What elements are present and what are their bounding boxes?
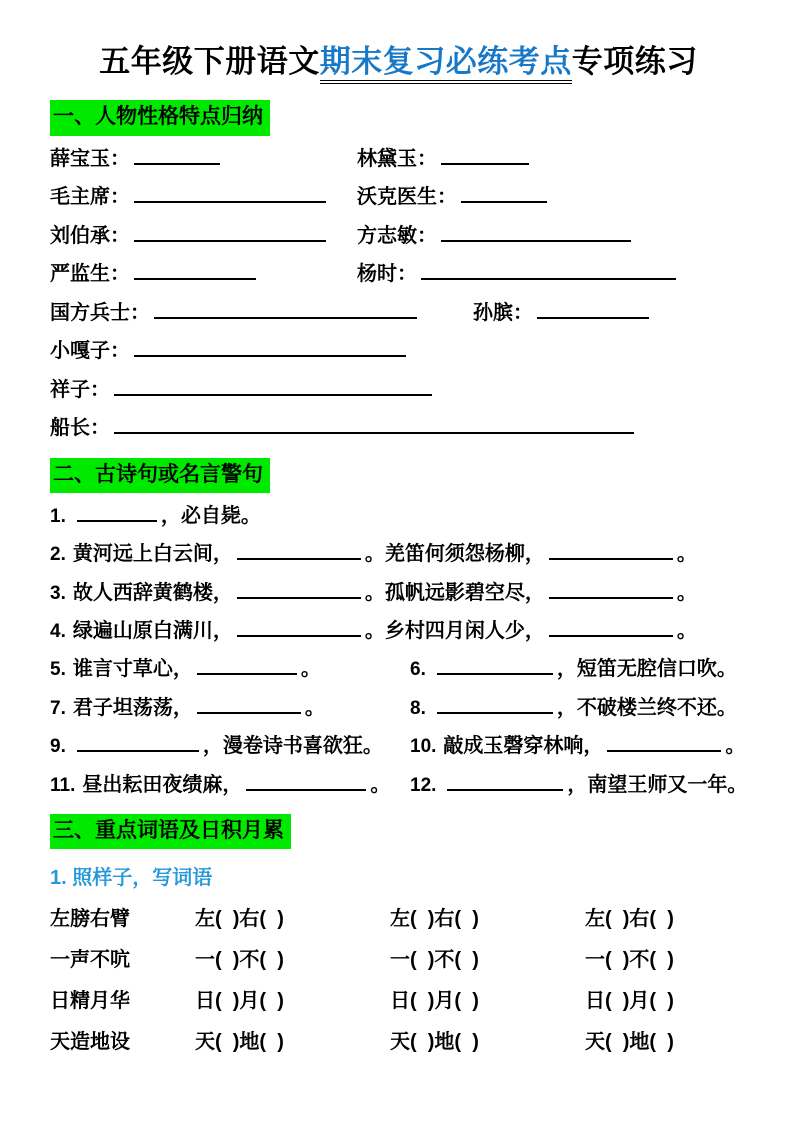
- poem-item: [50, 576, 747, 614]
- poem-text: 故人西辞黄鹤楼，: [72, 581, 233, 604]
- title-suffix: 专项练习: [571, 44, 698, 79]
- answer-blank: [537, 301, 649, 319]
- title-prefix: 五年级下册语文: [99, 44, 320, 79]
- item-number: 6.: [410, 659, 426, 681]
- character-row: [50, 334, 747, 373]
- character-label: 方志敏：: [357, 224, 437, 247]
- character-cell: [50, 180, 357, 209]
- character-row: [50, 257, 747, 296]
- poem-item: [50, 537, 747, 575]
- example-word: 天造地设: [50, 1031, 130, 1054]
- character-row: [50, 296, 747, 335]
- section2-two-column-items: [50, 652, 747, 806]
- poem-text: 。: [304, 696, 325, 719]
- answer-blank: [237, 581, 361, 599]
- character-cell: [473, 296, 653, 325]
- answer-blank: [114, 416, 634, 434]
- character-cell: [50, 296, 421, 325]
- fill-in-pattern: 日( )月( ): [390, 990, 479, 1013]
- character-label: 沃克医生：: [357, 186, 457, 209]
- item-number: 12.: [410, 774, 437, 796]
- example-word: 一声不吭: [50, 949, 130, 972]
- poem-text: ，短笛无腔信口吹。: [556, 658, 737, 681]
- fill-in-pattern: 日( )月( ): [195, 990, 284, 1013]
- item-number: 4.: [50, 620, 66, 642]
- poem-text: 。乡村四月闲人少，: [364, 619, 545, 642]
- answer-blank: [77, 504, 157, 522]
- answer-blank: [421, 262, 676, 280]
- poem-text: 。孤帆远影碧空尽，: [364, 581, 545, 604]
- poem-text: ，漫卷诗书喜欲狂。: [202, 735, 383, 758]
- poem-item: [410, 729, 747, 767]
- poem-text: 昼出耘田夜绩麻，: [82, 773, 243, 796]
- item-number: 5.: [50, 659, 66, 681]
- item-number: 11.: [50, 774, 76, 796]
- poem-text: 。: [300, 658, 321, 681]
- answer-blank: [549, 542, 673, 560]
- answer-blank: [549, 619, 673, 637]
- poem-item: [50, 652, 410, 690]
- item-number: 2.: [50, 544, 66, 566]
- character-cell: [50, 219, 357, 248]
- fill-in-pattern: 一( )不( ): [195, 949, 284, 972]
- fill-in-pattern: 左( )右( ): [195, 908, 284, 931]
- title-highlight: 期末复习必练考点: [320, 44, 572, 84]
- character-cell: [50, 142, 357, 171]
- poem-text: 。: [370, 773, 391, 796]
- answer-blank: [197, 657, 297, 675]
- character-label: 孙膑：: [473, 301, 533, 324]
- answer-blank: [134, 339, 406, 357]
- section3-word-table: [50, 896, 747, 1060]
- poem-text: 。: [676, 543, 697, 566]
- character-label: 国方兵士：: [50, 301, 150, 324]
- character-row: [50, 219, 747, 258]
- character-cell: [357, 180, 551, 209]
- poem-text: 敲成玉磬穿林响，: [443, 735, 604, 758]
- character-label: 船长：: [50, 417, 110, 440]
- answer-blank: [197, 696, 301, 714]
- poem-item: [410, 652, 747, 690]
- character-row: [50, 180, 747, 219]
- poem-text: 。: [676, 581, 697, 604]
- character-cell: [357, 142, 533, 171]
- section1-character-list: [50, 142, 747, 450]
- answer-blank: [114, 378, 432, 396]
- character-label: 林黛玉：: [357, 147, 437, 170]
- word-row: [50, 978, 747, 1019]
- word-row: [50, 1019, 747, 1060]
- poem-item: [410, 691, 747, 729]
- answer-blank: [437, 657, 553, 675]
- answer-blank: [461, 185, 547, 203]
- answer-blank: [447, 773, 563, 791]
- character-cell: [50, 334, 410, 363]
- word-row: [50, 896, 747, 937]
- poem-item: [410, 768, 747, 806]
- fill-in-pattern: 天( )地( ): [390, 1031, 479, 1054]
- character-cell: [50, 373, 436, 402]
- character-label: 刘伯承：: [50, 224, 130, 247]
- answer-blank: [246, 773, 366, 791]
- poem-text: 。羌笛何须怨杨柳，: [364, 543, 545, 566]
- answer-blank: [134, 224, 326, 242]
- example-word: 日精月华: [50, 990, 130, 1013]
- item-number: 9.: [50, 736, 66, 758]
- poem-text: 君子坦荡荡，: [72, 696, 193, 719]
- poem-text: 绿遍山原白满川，: [72, 619, 233, 642]
- answer-blank: [441, 147, 529, 165]
- character-row: [50, 142, 747, 181]
- item-number: 3.: [50, 582, 66, 604]
- character-label: 祥子：: [50, 378, 110, 401]
- poem-text: ，南望王师又一年。: [567, 773, 748, 796]
- answer-blank: [134, 262, 256, 280]
- poem-text: ，不破楼兰终不还。: [556, 696, 737, 719]
- poem-text: 谁言寸草心，: [72, 658, 193, 681]
- answer-blank: [437, 696, 553, 714]
- character-label: 毛主席：: [50, 186, 130, 209]
- poem-text: 黄河远上白云间，: [72, 543, 233, 566]
- answer-blank: [441, 224, 631, 242]
- poem-item: [50, 729, 410, 767]
- answer-blank: [154, 301, 417, 319]
- poem-text: 。: [725, 735, 746, 758]
- section1-heading: 一、人物性格特点归纳: [50, 100, 270, 135]
- item-number: 8.: [410, 697, 426, 719]
- character-row: [50, 373, 747, 412]
- answer-blank: [134, 185, 326, 203]
- fill-in-pattern: 天( )地( ): [585, 1031, 674, 1054]
- word-row: [50, 937, 747, 978]
- poem-item: [50, 614, 747, 652]
- fill-in-pattern: 左( )右( ): [585, 908, 674, 931]
- section3-sub-heading: 1. 照样子，写词语: [50, 867, 213, 890]
- character-cell: [50, 257, 357, 286]
- poem-text: ，必自毙。: [160, 504, 261, 527]
- fill-in-pattern: 一( )不( ): [390, 949, 479, 972]
- answer-blank: [549, 581, 673, 599]
- page-title: [50, 42, 747, 82]
- poem-item: [50, 691, 410, 729]
- answer-blank: [237, 542, 361, 560]
- item-number: 1.: [50, 505, 66, 527]
- item-number: 7.: [50, 697, 66, 719]
- fill-in-pattern: 一( )不( ): [585, 949, 674, 972]
- section2-heading: 二、古诗句或名言警句: [50, 458, 270, 493]
- character-row: [50, 411, 747, 450]
- character-cell: [50, 411, 638, 440]
- item-number: 10.: [410, 736, 437, 758]
- character-label: 杨时：: [357, 263, 417, 286]
- answer-blank: [607, 734, 721, 752]
- answer-blank: [134, 147, 220, 165]
- poem-item: [50, 499, 747, 537]
- character-label: 小嘎子：: [50, 340, 130, 363]
- answer-blank: [77, 734, 199, 752]
- poem-item: [50, 768, 410, 806]
- character-label: 严监生：: [50, 263, 130, 286]
- character-label: 薛宝玉：: [50, 147, 130, 170]
- fill-in-pattern: 天( )地( ): [195, 1031, 284, 1054]
- section2-full-width-items: [50, 499, 747, 653]
- answer-blank: [237, 619, 361, 637]
- character-cell: [357, 219, 635, 248]
- fill-in-pattern: 日( )月( ): [585, 990, 674, 1013]
- character-cell: [357, 257, 680, 286]
- example-word: 左膀右臂: [50, 908, 130, 931]
- section3-heading: 三、重点词语及日积月累: [50, 814, 291, 849]
- fill-in-pattern: 左( )右( ): [390, 908, 479, 931]
- poem-text: 。: [676, 619, 697, 642]
